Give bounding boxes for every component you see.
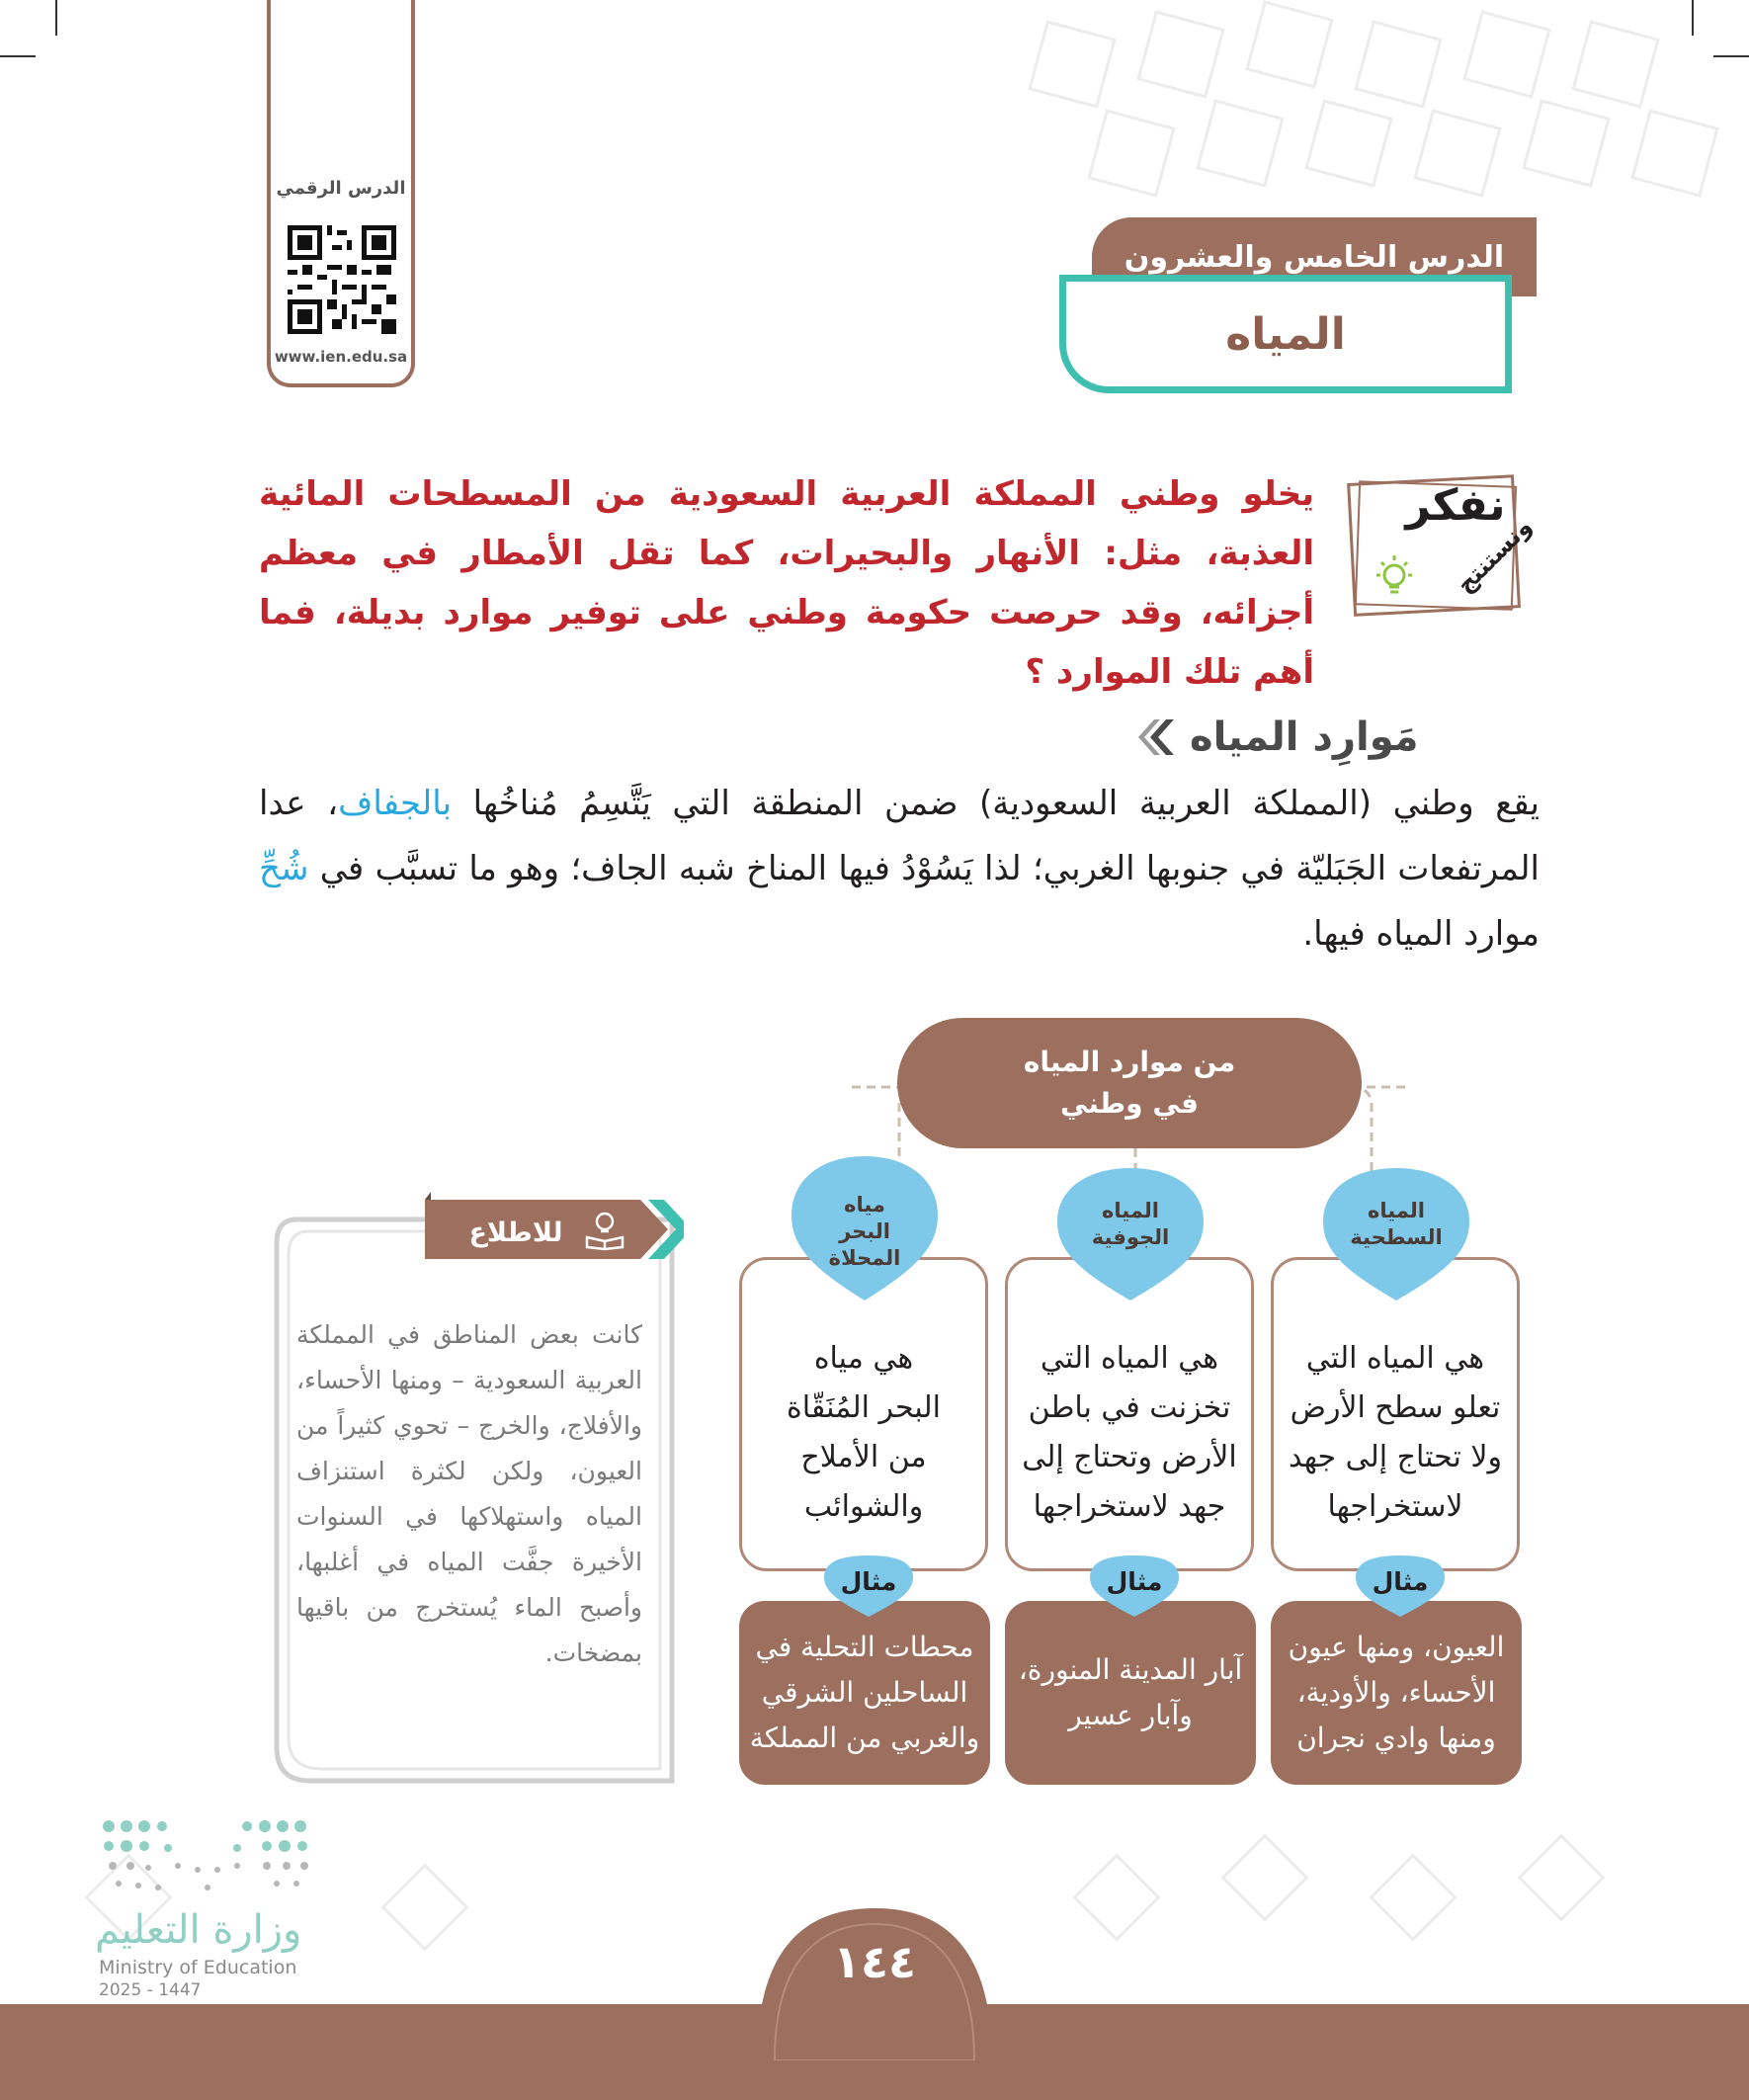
desc-line: البحر المُنَقّاة (787, 1390, 941, 1425)
ministry-name-en: Ministry of Education (99, 1957, 297, 1978)
desc-line: من الأملاح (800, 1440, 927, 1474)
ministry-name-ar: وزارة التعليم (95, 1907, 302, 1953)
example-line: الأحساء، والأودية، (1296, 1676, 1496, 1709)
lesson-title: المياه (1059, 275, 1512, 393)
branch-title-surface (1317, 1198, 1475, 1251)
body-paragraph (259, 771, 1540, 966)
lightbulb-book-icon (583, 1208, 626, 1251)
section-heading (1136, 708, 1532, 767)
example-line: محطات التحلية في (755, 1631, 974, 1663)
example-line: وآبار عسير (1068, 1699, 1193, 1731)
title-line: المياه (1367, 1199, 1426, 1222)
branch-desc-surface (1277, 1334, 1514, 1532)
qr-label: الدرس الرقمي (276, 178, 406, 199)
example-desalinated (739, 1601, 990, 1785)
body-text: موارد المياه فيها. (1302, 914, 1540, 954)
crop-mark (1713, 55, 1749, 57)
page-number: ١٤٤ (832, 1935, 917, 1988)
example-line: الساحلين الشرقي (761, 1676, 968, 1709)
desc-line: هي مياه (813, 1341, 914, 1376)
think-question: يخلو وطني المملكة العربية السعودية من المسطحات المائية العذبة، مثل: الأنهار والبحيرات، كما تقل الأمطار في معظم أجزائه، وقد حرصت حكومة وطني على توفير موارد بديلة، فما أهم تلك الموارد ؟ (259, 474, 1314, 692)
diagram-root-line: من موارد المياه (1023, 1046, 1236, 1078)
section-heading-text: مَوارِد المياه (1190, 714, 1419, 760)
desc-line: لاستخراجها (1327, 1489, 1463, 1524)
branch-title-desalinated (786, 1192, 944, 1272)
desc-line: هي المياه التي (1040, 1341, 1219, 1376)
branch-desc-desalinated (745, 1334, 982, 1532)
qr-code[interactable] (288, 225, 396, 334)
title-line: المحلاة (828, 1246, 901, 1270)
branch-title-ground (1051, 1198, 1209, 1251)
example-line: والغربي من المملكة (749, 1722, 980, 1754)
lesson-number: الدرس الخامس والعشرون (1092, 217, 1537, 296)
title-line: السطحية (1350, 1225, 1443, 1249)
qr-url[interactable]: www.ien.edu.sa (274, 348, 408, 366)
desc-line: هي المياه التي (1305, 1341, 1485, 1376)
lightbulb-icon (1372, 553, 1417, 603)
title-line: الجوفية (1091, 1225, 1170, 1249)
example-label: مثال (1372, 1567, 1429, 1596)
desc-line: ولا تحتاج إلى جهد (1288, 1440, 1503, 1474)
desc-line: الأرض وتحتاج إلى (1022, 1440, 1237, 1474)
example-label: مثال (1106, 1567, 1163, 1596)
ministry-logo-icon (99, 1816, 316, 1915)
body-text: يقع وطني (المملكة العربية السعودية) ضمن المنطقة التي يَتَّسِمُ مُناخُها (452, 784, 1540, 823)
title-line: المياه (1101, 1199, 1160, 1222)
example-surface (1271, 1601, 1522, 1785)
desc-line: تعلو سطح الأرض (1290, 1390, 1501, 1425)
example-line: ومنها وادي نجران (1296, 1722, 1496, 1754)
highlight-term: شُحِّ (259, 849, 309, 888)
desc-line: تخزنت في باطن (1028, 1390, 1231, 1425)
desc-line: جهد لاستخراجها (1033, 1489, 1226, 1524)
chevron-left-icon (1136, 715, 1180, 759)
info-box-text: كانت بعض المناطق في المملكة العربية السعودية – ومنها الأحساء، والأفلاج، والخرج – تحوي كثيراً من العيون، ولكن لكثرة استنزاف المياه واستهلاكها في السنوات الأخيرة جفَّت المياه في أغلبها، وأصبح الماء يُستخرج من باقيها بمضخات. (296, 1320, 642, 1667)
crop-mark (1692, 0, 1694, 36)
diagram-root-line: في وطني (1060, 1087, 1199, 1120)
desc-line: والشوائب (803, 1489, 924, 1524)
branch-desc-ground (1011, 1334, 1248, 1532)
info-box-title: للاطلاع (468, 1218, 563, 1248)
crop-mark (0, 55, 36, 57)
ministry-year: 2025 - 1447 (99, 1980, 202, 2000)
think-badge-subtitle: ونستنتج (1451, 512, 1538, 599)
body-text: ، عدا المرتفعات الجَبَليّة في جنوبها الغربي؛ لذا يَسُوْدُ فيها المناخ شبه الجاف؛ وهو ما تسبَّب في (259, 784, 1540, 888)
diagram-root (897, 1018, 1362, 1148)
example-label: مثال (840, 1567, 897, 1596)
title-line: البحر (839, 1219, 890, 1243)
example-line: آبار المدينة المنورة، (1018, 1653, 1243, 1686)
think-badge-title: نفكر (1405, 480, 1506, 531)
example-ground (1005, 1601, 1256, 1785)
example-line: العيون، ومنها عيون (1288, 1631, 1505, 1663)
crop-mark (55, 0, 57, 36)
title-line: مياه (844, 1193, 885, 1217)
highlight-term: بالجفاف (338, 784, 453, 823)
